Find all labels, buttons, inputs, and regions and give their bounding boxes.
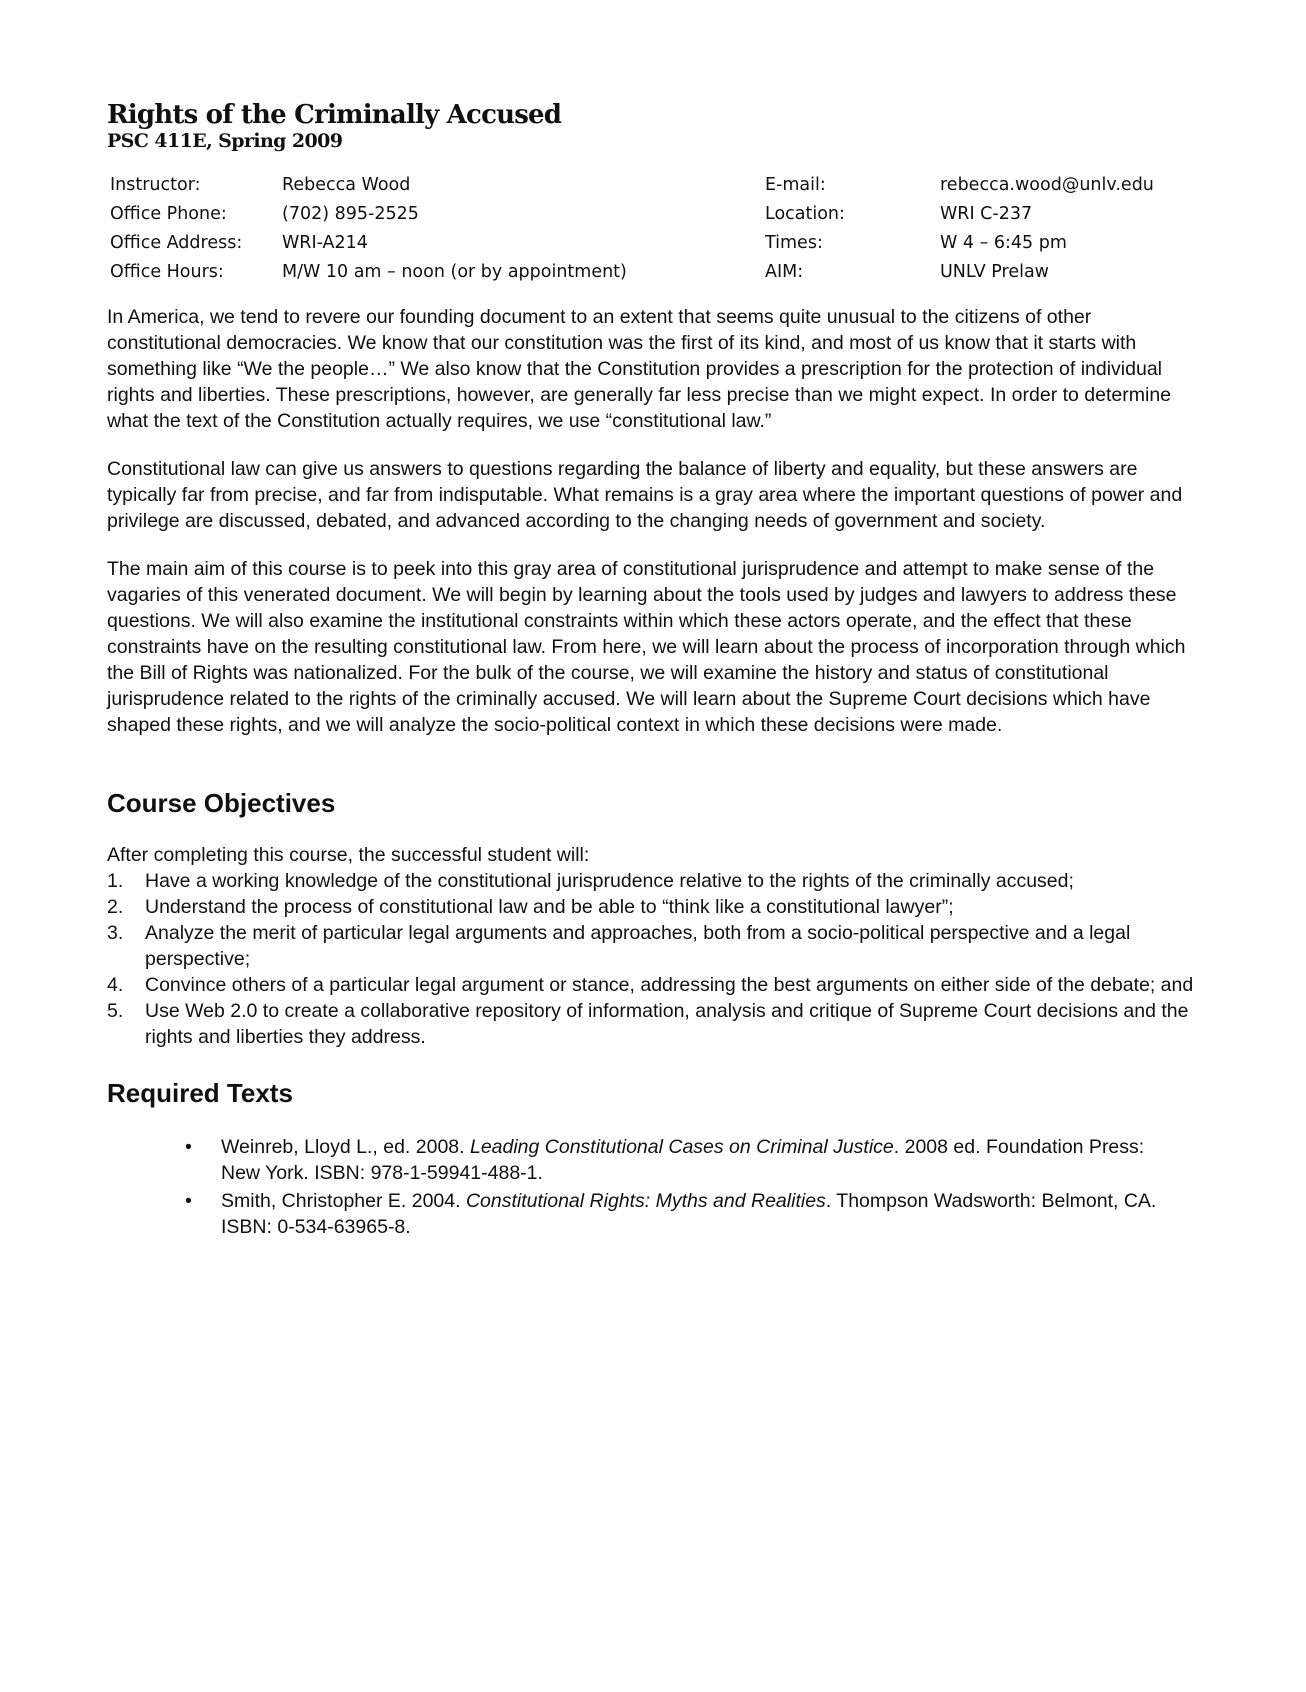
email-value: rebecca.wood@unlv.edu	[940, 174, 1154, 195]
location-value: WRI C-237	[940, 203, 1033, 224]
email-label: E-mail:	[765, 174, 826, 195]
required-texts-list	[107, 1134, 1207, 1240]
info-row	[110, 199, 1190, 228]
instructor-value: Rebecca Wood	[282, 174, 411, 195]
hours-label: Office Hours:	[110, 261, 224, 282]
intro-paragraph: In America, we tend to revere our founding document to an extent that seems quite unusual to the citizens of other constitutional democracies. We know that our constitution was the first of its kind, and most of us know that it starts with something like “We the people…” We also know that the Constitution provides a prescription for the protection of individual rights and liberties. These prescriptions, however, are generally far less precise than we might expect. In order to determine what the text of the Constitution actually requires, we use “constitutional law.”	[107, 306, 1172, 432]
aim-label: AIM:	[765, 261, 804, 282]
list-number: 3.	[107, 922, 124, 944]
citation-publisher: . 2008 ed. Foundation Press: New York. ISBN: 978-1-59941-488-1.	[221, 1136, 1145, 1184]
list-item-text: Have a working knowledge of the constitutional jurisprudence relative to the rights of the criminally accused;	[145, 870, 1074, 892]
syllabus-page	[107, 100, 1207, 1242]
list-item-text: Analyze the merit of particular legal arguments and approaches, both from a socio-political perspective and a legal perspective;	[145, 922, 1131, 970]
course-subtitle: PSC 411E, Spring 2009	[107, 130, 343, 152]
list-number: 4.	[107, 974, 124, 996]
list-item	[107, 1134, 1181, 1186]
info-row	[110, 170, 1190, 199]
list-item-text: Understand the process of constitutional law and be able to “think like a constitutional lawyer”;	[145, 896, 954, 918]
list-item-text: Use Web 2.0 to create a collaborative repository of information, analysis and critique of Supreme Court decisions and the rights and liberties they address.	[145, 1000, 1189, 1048]
times-value: W 4 – 6:45 pm	[940, 232, 1067, 253]
bullet-icon: •	[185, 1136, 192, 1158]
list-number: 2.	[107, 896, 124, 918]
times-label: Times:	[765, 232, 823, 253]
list-item	[107, 998, 1205, 1050]
intro-paragraph: The main aim of this course is to peek into this gray area of constitutional jurisprudence and attempt to make sense of the vagaries of this venerated document. We will begin by learning about the tools used by judges and lawyers to address these questions. We will also examine the institutional constraints within which these actors operate, and the effect that these constraints have on the resulting constitutional law. From here, we will learn about the process of incorporation through which the Bill of Rights was nationalized. For the bulk of the course, we will examine the history and status of constitutional jurisprudence related to the rights of the criminally accused. We will learn about the Supreme Court decisions which have shaped these rights, and we will analyze the socio-political context in which these decisions were made.	[107, 558, 1186, 736]
list-item	[107, 972, 1205, 998]
list-item	[107, 868, 1205, 894]
instructor-info-table	[110, 170, 1190, 286]
info-row	[110, 228, 1190, 257]
address-value: WRI-A214	[282, 232, 368, 253]
location-label: Location:	[765, 203, 845, 224]
course-title: Rights of the Criminally Accused	[107, 100, 562, 130]
phone-label: Office Phone:	[110, 203, 227, 224]
bullet-icon: •	[185, 1190, 192, 1212]
info-row	[110, 257, 1190, 286]
intro-paragraph: Constitutional law can give us answers to questions regarding the balance of liberty and equality, but these answers are typically far from precise, and far from indisputable. What remains is a gray area where the important questions of power and privilege are discussed, debated, and advanced according to the changing needs of government and society.	[107, 458, 1183, 532]
citation-author: Weinreb, Lloyd L., ed. 2008.	[221, 1136, 470, 1158]
citation-title: Leading Constitutional Cases on Criminal Justice	[469, 1136, 894, 1158]
list-item	[107, 920, 1205, 972]
list-number: 1.	[107, 870, 124, 892]
phone-value: (702) 895-2525	[282, 203, 419, 224]
hours-value: M/W 10 am – noon (or by appointment)	[282, 261, 627, 282]
instructor-label: Instructor:	[110, 174, 201, 195]
list-item-text: Convince others of a particular legal argument or stance, addressing the best arguments on either side of the debate; and	[145, 974, 1194, 996]
address-label: Office Address:	[110, 232, 243, 253]
list-item	[107, 894, 1205, 920]
aim-value: UNLV Prelaw	[940, 261, 1049, 282]
objectives-intro: After completing this course, the successful student will:	[107, 844, 590, 866]
list-number: 5.	[107, 1000, 124, 1022]
required-texts-heading: Required Texts	[107, 1078, 293, 1108]
objectives-list	[107, 868, 1207, 1050]
citation-publisher: . Thompson Wadsworth: Belmont, CA. ISBN: 0-534-63965-8.	[221, 1190, 1157, 1238]
list-item	[107, 1188, 1181, 1240]
citation-author: Smith, Christopher E. 2004.	[221, 1190, 466, 1212]
objectives-heading: Course Objectives	[107, 788, 336, 818]
citation-title: Constitutional Rights: Myths and Realities	[465, 1190, 826, 1212]
